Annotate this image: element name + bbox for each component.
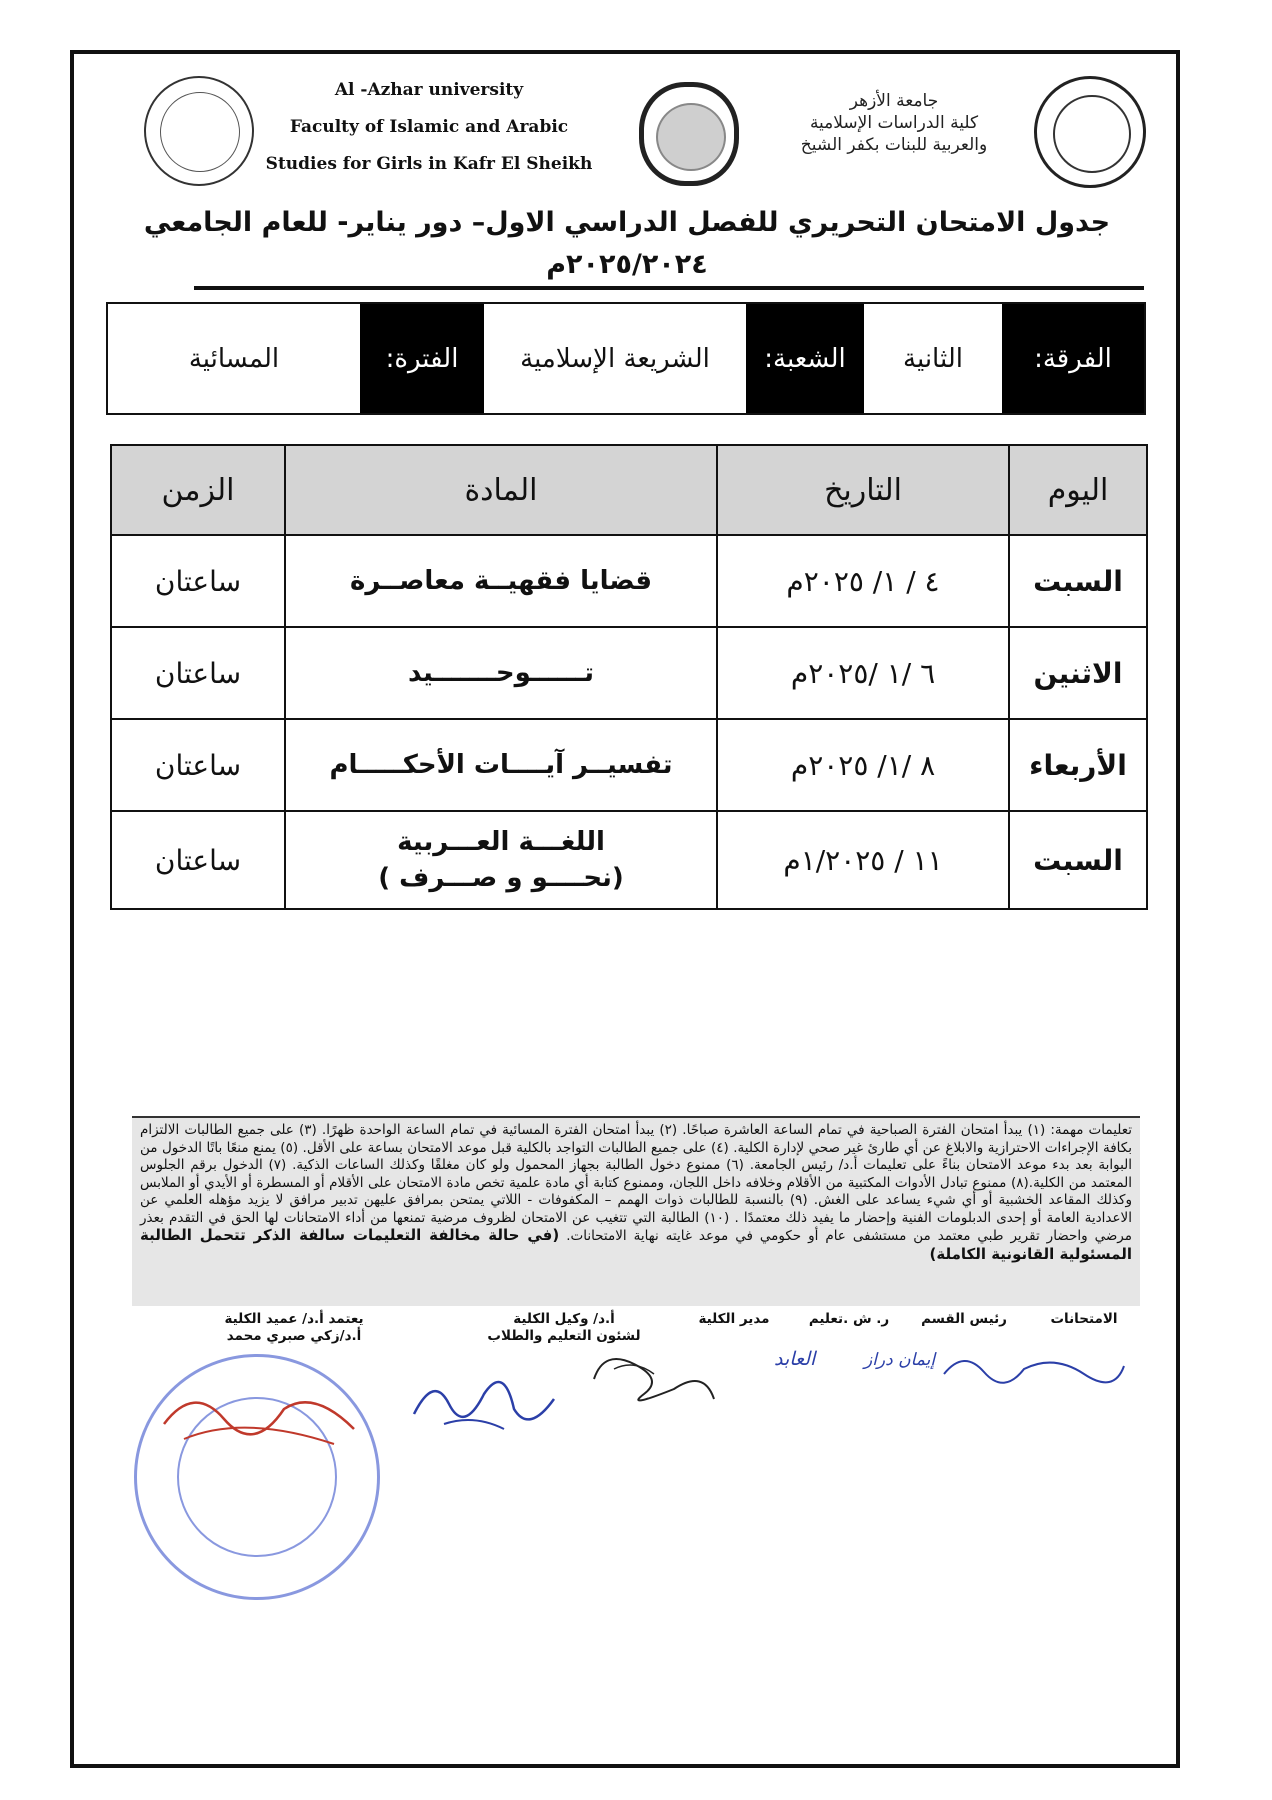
english-header <box>259 72 599 183</box>
instructions-text: تعليمات مهمة: (١) يبدأ امتحان الفترة الصباحية في تمام الساعة العاشرة صباحًا. (٢) يبدأ امتحان الفترة المسائية في تمام الساعة الواحدة ظهرًا. (٣) على جميع الطالبات الالتزام بكافة الإجراءات الاحترازية والابلاغ عن أي طارئ غير صحي لإدارة الكلية. (٤) على جميع الطالبات التواجد بالكلية قبل موعد الامتحان بساعة على الأقل. (٥) يمنع منعًا باتًا الدخول من البوابة بعد بدء موعد الامتحان بناءً على تعليمات أ.د/ رئيس الجامعة. (٦) ممنوع دخول الطالبة بجهاز المحمول ولو كان مغلقًا وكذلك الساعات الذكية. (٧) الدخول برقم الجلوس المعتمد من الكلية.(٨) ممنوع تبادل الأدوات المكتبية من الأقلام وخلافه داخل اللجان، وممنوع كتابة أي مادة علمية تخص مادة الامتحان على الأقلام أو المسطرة أو الأيدي أو الملابس وكذلك المقاعد الخشبية أو أي شيء يساعد على الغش. (٩) بالنسبة للطالبات ذوات الهمم – المكفوفات - اللاتي يمتحن بمرافق عليهن تدبير مرافق لا يزيد مؤهله العلمي عن الاعدادية العامة أو إحدى الدبلومات الفنية وإحضار ما يفيد ذلك معتمدًا . (١٠) الطالبة التي تتغيب عن الامتحان لظروف مرضية تمنعها من أداء الامتحانات لها الحق في التقدم بعذر مرضي واحضار تقرير طبي معتمد من مستشفى عام أو حكومي في موعد غايته نهاية الامتحانات. <box>140 1122 1133 1244</box>
english-line-3: Studies for Girls in Kafr El Sheikh <box>265 154 593 174</box>
subject-line-2: (نحــــو و صـــرف ) <box>378 863 624 893</box>
duration-cell: ساعتان <box>111 627 285 719</box>
handwritten-signature-dean <box>154 1374 374 1464</box>
year-label: الفرقة: <box>1002 304 1144 413</box>
exam-schedule-table <box>110 444 1148 910</box>
signature-dean <box>194 1311 394 1345</box>
arabic-line-2: كلية الدراسات الإسلامية <box>809 113 979 133</box>
header-subject: المادة <box>285 445 717 535</box>
faculty-logo-icon <box>144 76 254 186</box>
english-line-1: Al -Azhar university <box>334 80 524 100</box>
division-value: الشريعة الإسلامية <box>520 343 710 374</box>
table-row <box>111 627 1147 719</box>
date-cell: ٨ /١/ ٢٠٢٥م <box>717 719 1009 811</box>
division-label: الشعبة: <box>746 304 864 413</box>
date-cell: ٦ /١ /٢٠٢٥م <box>717 627 1009 719</box>
instructions-warning: (في حالة مخالفة التعليمات سالفة الذكر تتحمل الطالبة المسئولية القانونية الكاملة) <box>140 1226 1132 1263</box>
day-cell: السبت <box>1009 535 1147 627</box>
letterhead <box>74 54 1176 194</box>
table-header-row <box>111 445 1147 535</box>
period-label: الفترة: <box>360 304 484 413</box>
arabic-line-1: جامعة الأزهر <box>849 91 939 111</box>
header-duration: الزمن <box>111 445 285 535</box>
signature-exams: الامتحانات <box>1050 1311 1118 1327</box>
english-line-2: Faculty of Islamic and Arabic <box>289 117 569 137</box>
vice-dean-subtitle: لشئون التعليم والطلاب <box>487 1328 641 1344</box>
header-day: اليوم <box>1009 445 1147 535</box>
handwritten-signature-director <box>584 1339 724 1419</box>
signature-teaching-affairs: ر. ش .تعليم <box>808 1311 890 1327</box>
table-row <box>111 719 1147 811</box>
handwritten-name-dept-head: إيمان دراز <box>864 1350 936 1370</box>
date-cell: ٤ / ١/ ٢٠٢٥م <box>717 535 1009 627</box>
table-row <box>111 811 1147 909</box>
year-value: الثانية <box>903 343 963 374</box>
arabic-header <box>774 90 1014 156</box>
signature-faculty-director: مدير الكلية <box>698 1311 770 1327</box>
vice-dean-title: أ.د/ وكيل الكلية <box>513 1311 615 1327</box>
dean-name: أ.د/زكي صبري محمد <box>226 1328 362 1344</box>
subject-line-1: اللغـــة العـــربية <box>397 827 605 857</box>
subject-cell: قضايا فقهيــة معاصــرة <box>285 535 717 627</box>
duration-cell: ساعتان <box>111 535 285 627</box>
duration-cell: ساعتان <box>111 719 285 811</box>
instructions-box <box>132 1116 1140 1306</box>
azhar-university-logo-icon <box>1034 76 1146 188</box>
page-title <box>94 202 1160 286</box>
title-line-2: ٢٠٢٥/٢٠٢٤م <box>546 249 708 280</box>
signature-dept-head: رئيس القسم <box>921 1311 1007 1327</box>
header-date: التاريخ <box>717 445 1009 535</box>
title-line-1: جدول الامتحان التحريري للفصل الدراسي الاول– دور يناير- للعام الجامعي <box>143 207 1111 238</box>
emblem-icon <box>639 82 739 186</box>
table-row <box>111 535 1147 627</box>
subject-cell: تــــــوحـــــــيد <box>285 627 717 719</box>
handwritten-name-teaching-affairs: العابد <box>774 1348 816 1370</box>
dean-approval: يعتمد أ.د/ عميد الكلية <box>224 1311 364 1327</box>
day-cell: الأربعاء <box>1009 719 1147 811</box>
info-bar <box>106 302 1146 415</box>
day-cell: السبت <box>1009 811 1147 909</box>
day-cell: الاثنين <box>1009 627 1147 719</box>
document-frame <box>70 50 1180 1768</box>
date-cell: ١١ / ١/٢٠٢٥م <box>717 811 1009 909</box>
handwritten-signature-vice-dean <box>404 1354 574 1444</box>
duration-cell: ساعتان <box>111 811 285 909</box>
handwritten-signature-exams <box>934 1344 1134 1394</box>
arabic-line-3: والعربية للبنات بكفر الشيخ <box>800 135 988 155</box>
title-divider <box>194 286 1144 290</box>
subject-cell: تفسيــر آيــــات الأحكـــــام <box>285 719 717 811</box>
subject-cell <box>285 811 717 909</box>
period-value: المسائية <box>188 343 280 374</box>
